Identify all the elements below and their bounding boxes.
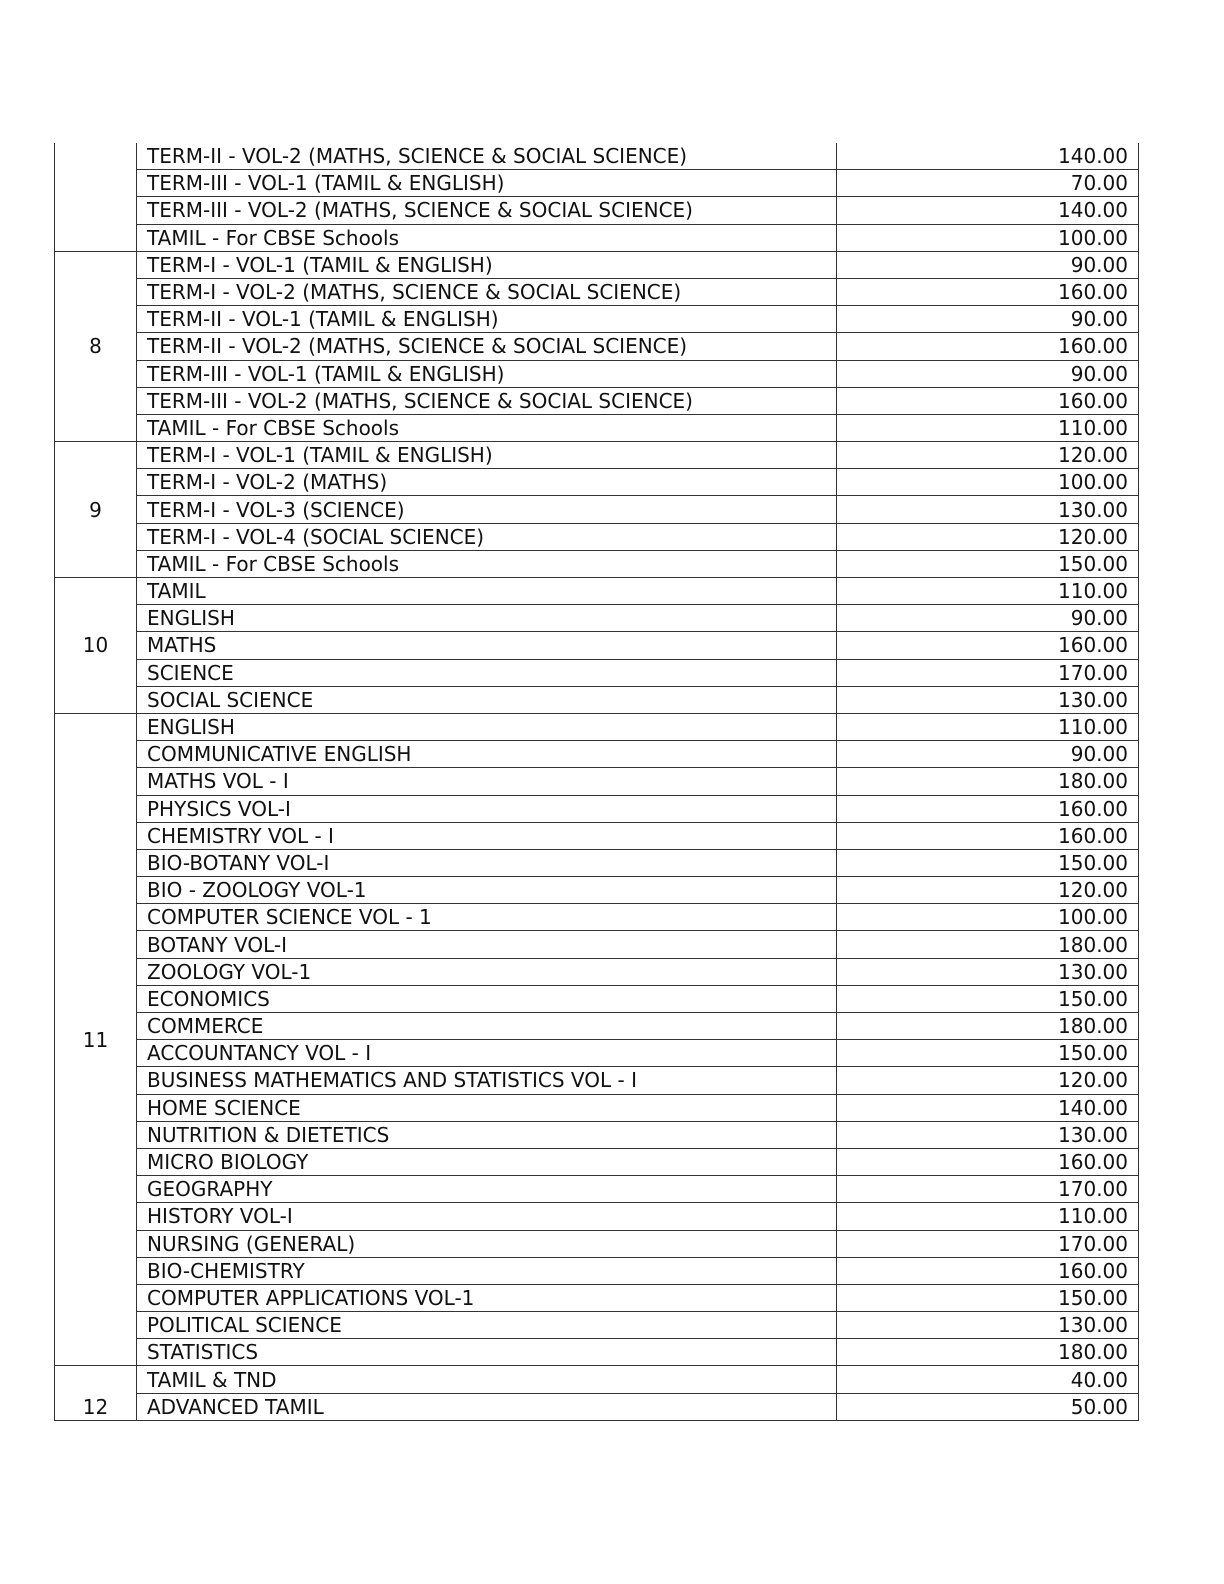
table-row <box>55 1203 1139 1230</box>
book-title-cell: TERM-I - VOL-3 (SCIENCE) <box>137 496 837 523</box>
table-row <box>55 1176 1139 1203</box>
price-cell: 160.00 <box>837 387 1139 414</box>
table-row <box>55 333 1139 360</box>
book-title-cell: BIO - ZOOLOGY VOL-1 <box>137 877 837 904</box>
price-cell: 110.00 <box>837 578 1139 605</box>
price-cell: 150.00 <box>837 1040 1139 1067</box>
book-title-cell: NUTRITION & DIETETICS <box>137 1121 837 1148</box>
price-cell: 100.00 <box>837 224 1139 251</box>
table-row <box>55 741 1139 768</box>
price-cell: 130.00 <box>837 958 1139 985</box>
table-row <box>55 496 1139 523</box>
book-title-cell: TERM-I - VOL-1 (TAMIL & ENGLISH) <box>137 251 837 278</box>
book-title-cell: GEOGRAPHY <box>137 1176 837 1203</box>
book-title-cell: TERM-II - VOL-2 (MATHS, SCIENCE & SOCIAL SCIENCE) <box>137 333 837 360</box>
book-title-cell: TERM-III - VOL-2 (MATHS, SCIENCE & SOCIAL SCIENCE) <box>137 387 837 414</box>
table-row <box>55 1121 1139 1148</box>
book-title-cell: TAMIL - For CBSE Schools <box>137 414 837 441</box>
table-row <box>55 931 1139 958</box>
price-cell: 150.00 <box>837 1284 1139 1311</box>
table-row <box>55 414 1139 441</box>
book-title-cell: COMMUNICATIVE ENGLISH <box>137 741 837 768</box>
table-row <box>55 605 1139 632</box>
book-title-cell: HISTORY VOL-I <box>137 1203 837 1230</box>
table-row <box>55 822 1139 849</box>
book-title-cell: BIO-BOTANY VOL-I <box>137 849 837 876</box>
price-cell: 70.00 <box>837 170 1139 197</box>
book-title-cell: BOTANY VOL-I <box>137 931 837 958</box>
table-row <box>55 1067 1139 1094</box>
price-cell: 50.00 <box>837 1393 1139 1420</box>
book-title-cell: ECONOMICS <box>137 985 837 1012</box>
price-cell: 40.00 <box>837 1366 1139 1393</box>
price-cell: 110.00 <box>837 1203 1139 1230</box>
price-cell: 140.00 <box>837 1094 1139 1121</box>
book-title-cell: POLITICAL SCIENCE <box>137 1312 837 1339</box>
price-cell: 170.00 <box>837 659 1139 686</box>
price-cell: 130.00 <box>837 496 1139 523</box>
book-title-cell: TAMIL <box>137 578 837 605</box>
price-cell: 160.00 <box>837 1257 1139 1284</box>
table-row <box>55 251 1139 278</box>
textbook-price-table <box>54 143 1139 1421</box>
book-title-cell: TERM-I - VOL-4 (SOCIAL SCIENCE) <box>137 523 837 550</box>
price-cell: 170.00 <box>837 1176 1139 1203</box>
table-row <box>55 1312 1139 1339</box>
price-cell: 130.00 <box>837 1121 1139 1148</box>
price-cell: 150.00 <box>837 985 1139 1012</box>
price-cell: 130.00 <box>837 686 1139 713</box>
book-title-cell: MICRO BIOLOGY <box>137 1148 837 1175</box>
book-title-cell: PHYSICS VOL-I <box>137 795 837 822</box>
book-title-cell: COMPUTER APPLICATIONS VOL-1 <box>137 1284 837 1311</box>
table-row <box>55 958 1139 985</box>
book-title-cell: TERM-III - VOL-1 (TAMIL & ENGLISH) <box>137 360 837 387</box>
table-body <box>55 143 1139 1420</box>
book-title-cell: ENGLISH <box>137 605 837 632</box>
table-row <box>55 985 1139 1012</box>
table-row <box>55 632 1139 659</box>
table-row <box>55 768 1139 795</box>
table-row <box>55 143 1139 170</box>
table-row <box>55 659 1139 686</box>
price-cell: 160.00 <box>837 632 1139 659</box>
table-row <box>55 197 1139 224</box>
book-title-cell: TERM-I - VOL-2 (MATHS, SCIENCE & SOCIAL SCIENCE) <box>137 278 837 305</box>
table-row <box>55 686 1139 713</box>
table-row <box>55 469 1139 496</box>
book-title-cell: TERM-III - VOL-2 (MATHS, SCIENCE & SOCIAL SCIENCE) <box>137 197 837 224</box>
price-cell: 100.00 <box>837 904 1139 931</box>
book-title-cell: TERM-I - VOL-1 (TAMIL & ENGLISH) <box>137 442 837 469</box>
table-row <box>55 387 1139 414</box>
standard-cell <box>55 143 137 251</box>
table-row <box>55 904 1139 931</box>
book-title-cell: TERM-II - VOL-2 (MATHS, SCIENCE & SOCIAL SCIENCE) <box>137 143 837 170</box>
price-cell: 90.00 <box>837 251 1139 278</box>
price-cell: 90.00 <box>837 605 1139 632</box>
standard-cell: 8 <box>55 251 137 441</box>
price-cell: 110.00 <box>837 713 1139 740</box>
book-title-cell: ZOOLOGY VOL-1 <box>137 958 837 985</box>
standard-cell: 11 <box>55 713 137 1366</box>
table-row <box>55 877 1139 904</box>
book-title-cell: BUSINESS MATHEMATICS AND STATISTICS VOL - I <box>137 1067 837 1094</box>
price-cell: 110.00 <box>837 414 1139 441</box>
price-cell: 180.00 <box>837 1013 1139 1040</box>
table-row <box>55 578 1139 605</box>
table-row <box>55 224 1139 251</box>
book-title-cell: ACCOUNTANCY VOL - I <box>137 1040 837 1067</box>
book-title-cell: STATISTICS <box>137 1339 837 1366</box>
table-row <box>55 1339 1139 1366</box>
price-cell: 160.00 <box>837 333 1139 360</box>
price-cell: 160.00 <box>837 795 1139 822</box>
table-row <box>55 306 1139 333</box>
price-cell: 160.00 <box>837 822 1139 849</box>
book-title-cell: SOCIAL SCIENCE <box>137 686 837 713</box>
price-cell: 140.00 <box>837 143 1139 170</box>
price-cell: 90.00 <box>837 306 1139 333</box>
book-title-cell: TERM-III - VOL-1 (TAMIL & ENGLISH) <box>137 170 837 197</box>
table-row <box>55 849 1139 876</box>
price-cell: 150.00 <box>837 550 1139 577</box>
book-title-cell: MATHS <box>137 632 837 659</box>
table-row <box>55 713 1139 740</box>
standard-cell: 10 <box>55 578 137 714</box>
price-cell: 150.00 <box>837 849 1139 876</box>
book-title-cell: CHEMISTRY VOL - I <box>137 822 837 849</box>
price-cell: 160.00 <box>837 1148 1139 1175</box>
price-cell: 160.00 <box>837 278 1139 305</box>
book-title-cell: MATHS VOL - I <box>137 768 837 795</box>
table-row <box>55 795 1139 822</box>
book-title-cell: TERM-II - VOL-1 (TAMIL & ENGLISH) <box>137 306 837 333</box>
price-cell: 120.00 <box>837 523 1139 550</box>
table-row <box>55 360 1139 387</box>
book-title-cell: TAMIL & TND <box>137 1366 837 1393</box>
standard-cell: 12 <box>55 1366 137 1420</box>
price-cell: 140.00 <box>837 197 1139 224</box>
book-title-cell: TAMIL - For CBSE Schools <box>137 550 837 577</box>
table-row <box>55 1148 1139 1175</box>
table-row <box>55 1040 1139 1067</box>
table-row <box>55 1013 1139 1040</box>
book-title-cell: BIO-CHEMISTRY <box>137 1257 837 1284</box>
table-row <box>55 550 1139 577</box>
table-row <box>55 442 1139 469</box>
book-title-cell: TAMIL - For CBSE Schools <box>137 224 837 251</box>
table-row <box>55 1230 1139 1257</box>
table-row <box>55 1284 1139 1311</box>
book-title-cell: COMPUTER SCIENCE VOL - 1 <box>137 904 837 931</box>
book-title-cell: TERM-I - VOL-2 (MATHS) <box>137 469 837 496</box>
price-cell: 180.00 <box>837 931 1139 958</box>
price-cell: 180.00 <box>837 768 1139 795</box>
price-cell: 180.00 <box>837 1339 1139 1366</box>
table-row <box>55 1393 1139 1420</box>
book-title-cell: HOME SCIENCE <box>137 1094 837 1121</box>
book-title-cell: SCIENCE <box>137 659 837 686</box>
price-cell: 130.00 <box>837 1312 1139 1339</box>
table-row <box>55 278 1139 305</box>
price-cell: 120.00 <box>837 877 1139 904</box>
price-cell: 120.00 <box>837 442 1139 469</box>
price-cell: 170.00 <box>837 1230 1139 1257</box>
book-title-cell: ENGLISH <box>137 713 837 740</box>
table-row <box>55 170 1139 197</box>
table-row <box>55 1366 1139 1393</box>
standard-cell: 9 <box>55 442 137 578</box>
table-row <box>55 523 1139 550</box>
book-title-cell: ADVANCED TAMIL <box>137 1393 837 1420</box>
price-cell: 90.00 <box>837 741 1139 768</box>
price-cell: 120.00 <box>837 1067 1139 1094</box>
book-title-cell: NURSING (GENERAL) <box>137 1230 837 1257</box>
price-cell: 90.00 <box>837 360 1139 387</box>
table-row <box>55 1094 1139 1121</box>
price-cell: 100.00 <box>837 469 1139 496</box>
book-title-cell: COMMERCE <box>137 1013 837 1040</box>
table-row <box>55 1257 1139 1284</box>
